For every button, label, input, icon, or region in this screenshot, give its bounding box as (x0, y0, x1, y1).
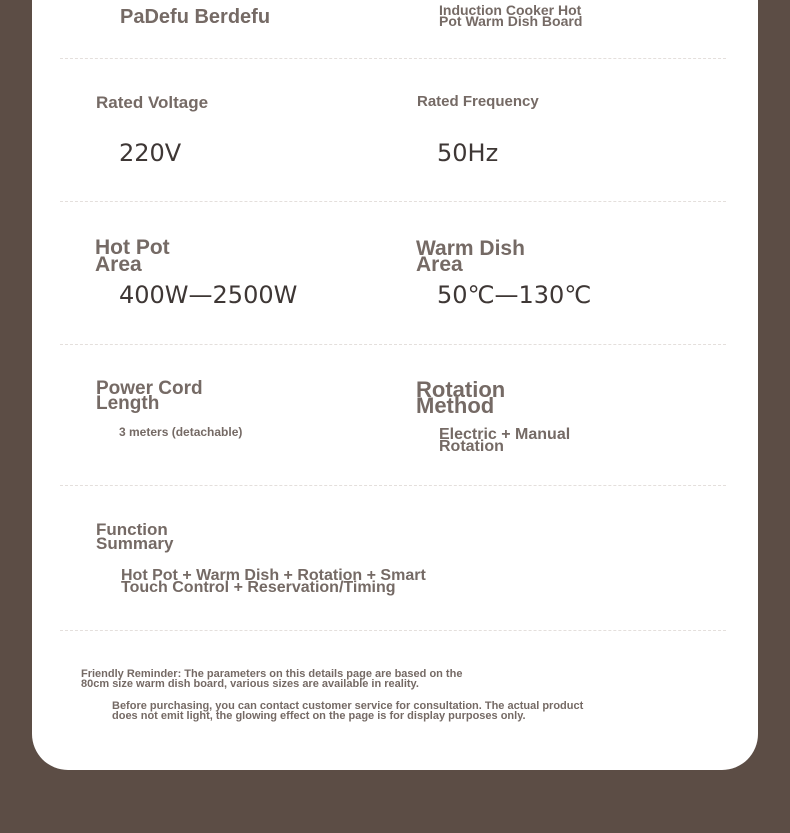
rated-frequency-label: Rated Frequency (417, 93, 539, 110)
divider (60, 58, 726, 59)
friendly-reminder: Friendly Reminder: The parameters on this details page are based on the 80cm size warm dish board, various sizes are available in reality. (81, 668, 463, 690)
power-cord-length-value: 3 meters (detachable) (119, 425, 243, 439)
warm-dish-area-label: Warm Dish Area (416, 237, 525, 276)
rated-frequency-value: 50Hz (437, 139, 499, 167)
warm-dish-area-value: 50℃—130℃ (437, 281, 592, 309)
divider (60, 201, 726, 202)
divider (60, 344, 726, 345)
rotation-method-value: Electric + Manual Rotation (439, 426, 571, 455)
rated-voltage-value: 220V (119, 139, 182, 167)
product-name-value: Induction Cooker Hot Pot Warm Dish Board (439, 2, 583, 29)
divider (60, 630, 726, 631)
divider (60, 485, 726, 486)
function-summary-label: Function Summary (96, 520, 174, 553)
display-disclaimer: Before purchasing, you can contact customer service for consultation. The actual product does not emit light, the glowing effect on the page is for display purposes only. (112, 700, 584, 722)
hot-pot-area-label: Hot Pot Area (95, 236, 170, 276)
power-cord-length-label: Power Cord Length (96, 378, 203, 414)
rated-voltage-label: Rated Voltage (96, 93, 209, 112)
function-summary-value: Hot Pot + Warm Dish + Rotation + Smart Touch Control + Reservation/Timing (121, 567, 426, 596)
rotation-method-label: Rotation Method (416, 377, 506, 418)
hot-pot-area-value: 400W—2500W (119, 281, 298, 309)
brand-value: PaDefu Berdefu (120, 6, 271, 28)
